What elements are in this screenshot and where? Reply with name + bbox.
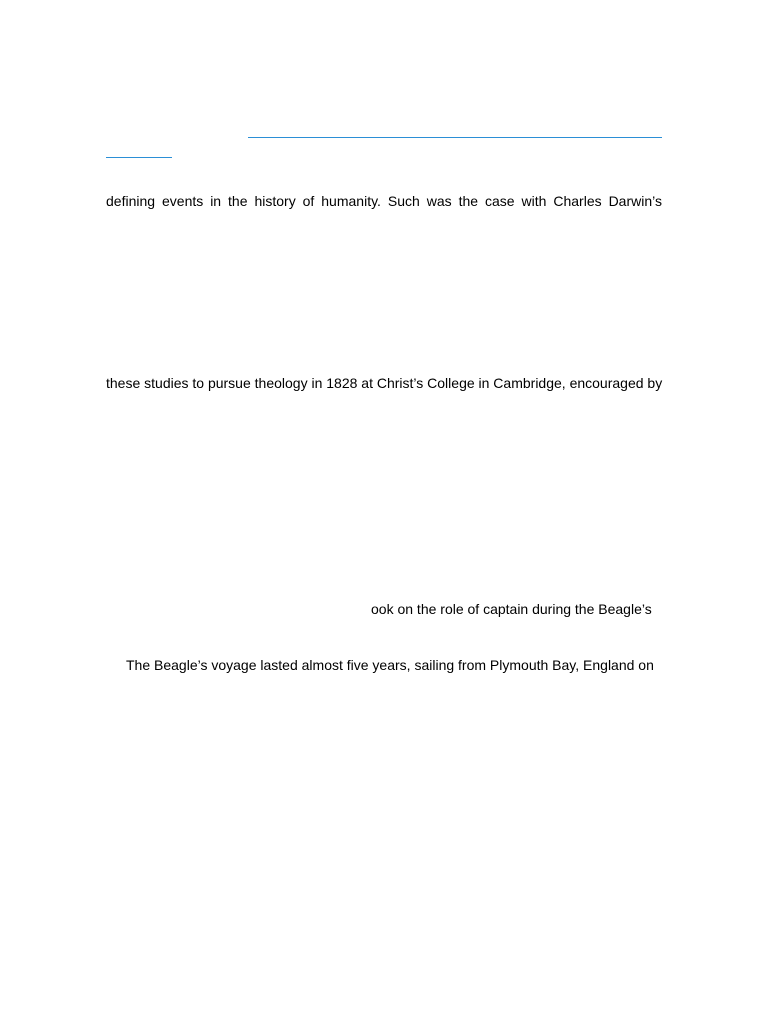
paragraph-line: ook on the role of captain during the Beagle’s [371,601,652,617]
paragraph-line: defining events in the history of humanity. Such was the case with Charles Darwin’s [106,193,662,209]
paragraph-line: these studies to pursue theology in 1828 at Christ’s College in Cambridge, encouraged by [106,375,663,391]
hyperlink-underline[interactable] [248,137,662,138]
hyperlink-underline-continuation[interactable] [106,157,172,158]
paragraph-line: The Beagle’s voyage lasted almost five years, sailing from Plymouth Bay, England on [126,657,654,673]
